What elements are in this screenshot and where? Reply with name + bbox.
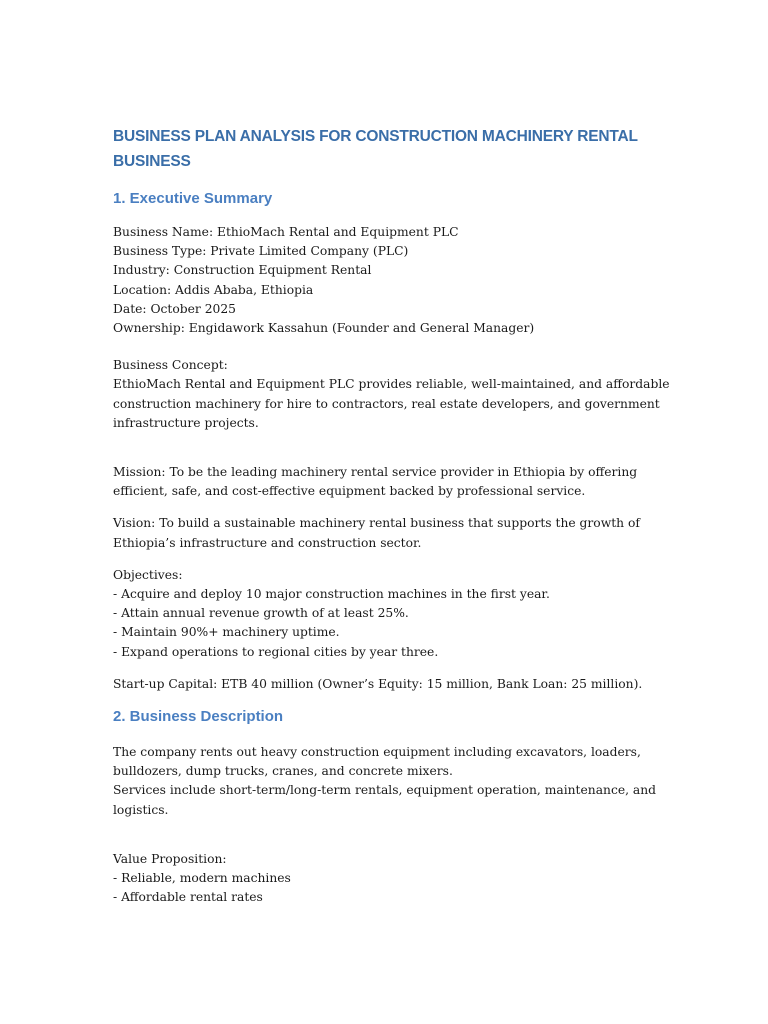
- concept-line: infrastructure projects.: [113, 415, 259, 430]
- objective-line: - Attain annual revenue growth of at least 25%.: [113, 606, 409, 621]
- mission-line: Mission: To be the leading machinery rental service provider in Ethiopia by offering: [113, 465, 638, 480]
- vision-line: Ethiopia’s infrastructure and construction sector.: [113, 535, 422, 550]
- business-concept: [113, 356, 670, 433]
- title-line: BUSINESS: [113, 153, 191, 170]
- value-line: - Affordable rental rates: [113, 890, 263, 905]
- concept-line: EthioMach Rental and Equipment PLC provides reliable, well-maintained, and affordable: [113, 377, 670, 392]
- section-heading-executive-summary: 1. Executive Summary: [113, 190, 273, 207]
- startup-capital: [113, 675, 653, 694]
- detail-line: Ownership: Engidawork Kassahun (Founder and General Manager): [113, 321, 535, 336]
- capital-line: Start-up Capital: ETB 40 million (Owner’s Equity: 15 million, Bank Loan: 25 million).: [113, 676, 643, 691]
- objective-line: - Acquire and deploy 10 major construction machines in the first year.: [113, 587, 550, 602]
- objective-line: Objectives:: [113, 567, 183, 582]
- value-line: - Reliable, modern machines: [113, 871, 291, 886]
- detail-line: Business Name: EthioMach Rental and Equipment PLC: [113, 225, 459, 239]
- concept-line: Business Concept:: [113, 358, 228, 373]
- vision-statement: [113, 514, 653, 552]
- description-line: The company rents out heavy construction equipment including excavators, loaders,: [113, 745, 641, 760]
- mission-statement: [113, 463, 653, 501]
- value-line: Value Proposition:: [113, 851, 227, 866]
- concept-line: construction machinery for hire to contractors, real estate developers, and government: [113, 396, 660, 411]
- section-heading-business-description: 2. Business Description: [113, 708, 284, 726]
- vision-line: Vision: To build a sustainable machinery rental business that supports the growth of: [113, 516, 640, 531]
- objective-line: - Expand operations to regional cities by year three.: [113, 644, 439, 659]
- title-line: BUSINESS PLAN ANALYSIS FOR CONSTRUCTION MACHINERY RENTAL: [113, 128, 638, 145]
- value-proposition: [113, 850, 653, 908]
- mission-line: efficient, safe, and cost-effective equipment backed by professional service.: [113, 484, 586, 499]
- detail-line: Business Type: Private Limited Company (PLC): [113, 244, 409, 259]
- description-line: Services include short-term/long-term rentals, equipment operation, maintenance, and: [113, 783, 657, 798]
- business-description-paragraph: [113, 743, 657, 820]
- detail-line: Location: Addis Ababa, Ethiopia: [113, 282, 314, 297]
- document-title: [113, 124, 653, 174]
- objectives-list: [113, 566, 653, 662]
- objective-line: - Maintain 90%+ machinery uptime.: [113, 625, 340, 640]
- description-line: bulldozers, dump trucks, cranes, and concrete mixers.: [113, 764, 453, 779]
- document-page: [113, 124, 670, 907]
- detail-line: Date: October 2025: [113, 301, 237, 316]
- description-line: logistics.: [113, 802, 169, 817]
- detail-line: Industry: Construction Equipment Rental: [113, 263, 372, 278]
- business-details: [113, 223, 653, 338]
